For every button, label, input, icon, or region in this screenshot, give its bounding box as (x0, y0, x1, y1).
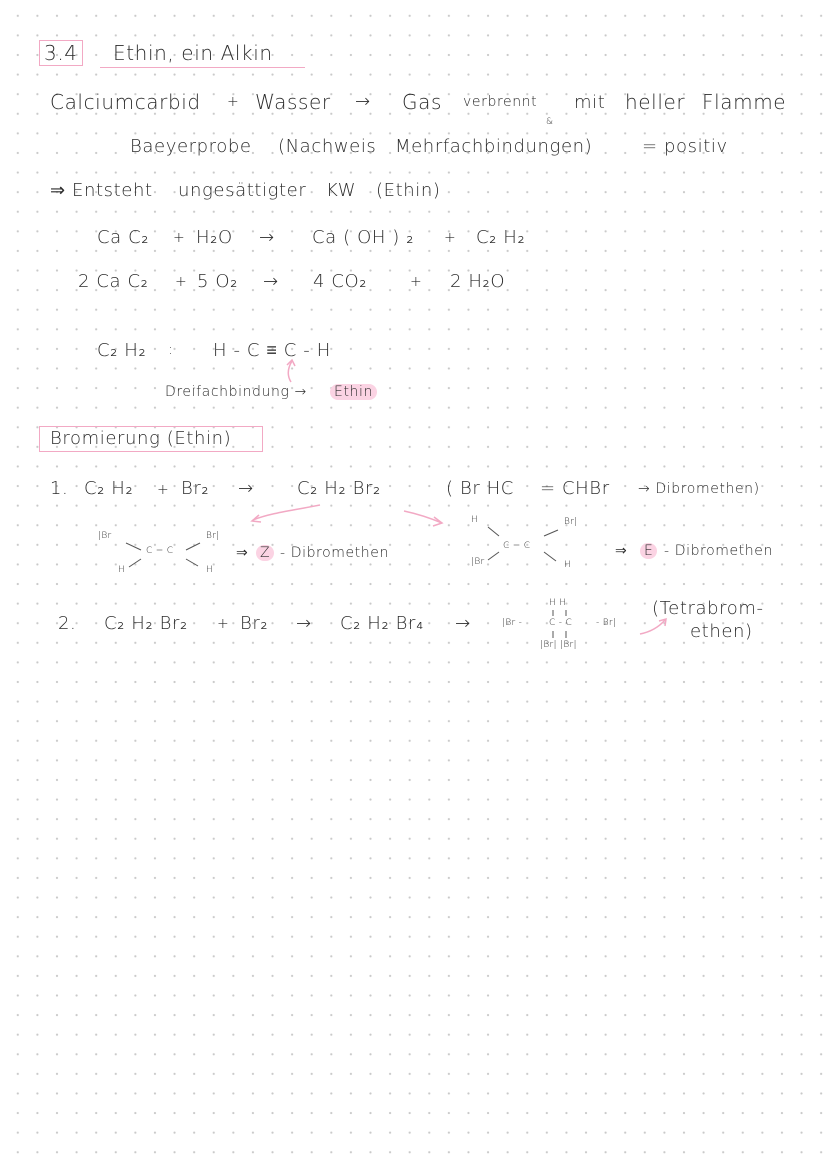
r1-b: Br₂ (181, 478, 210, 499)
triple-bond-pointer-arrow (288, 361, 292, 382)
heading-title: Ethin, ein Alkin (113, 41, 273, 65)
r2-s-h-top: H H (549, 598, 567, 608)
eq2-lhs2: 5 O₂ (197, 271, 238, 292)
r2-a: C₂ H₂ Br₂ (104, 613, 188, 634)
text-plus: + (227, 94, 240, 110)
r2-s-chain-left: |Br - (502, 618, 523, 628)
z-arrow: ⇒ (236, 545, 249, 561)
struct-note: Dreifachbindung → (165, 384, 307, 400)
struct-name-ethin: Ethin (330, 384, 377, 400)
text-verbrennt: verbrennt (463, 94, 538, 110)
e-h-bottom: H (564, 560, 572, 570)
text-flamme: Flamme (702, 90, 787, 114)
eq2-arrow: → (263, 271, 279, 292)
r2-b: Br₂ (240, 613, 269, 634)
r2-number: 2. (58, 613, 77, 634)
arrow: → (355, 91, 371, 112)
eq2-plus1: + (175, 274, 188, 290)
r2-s-br-bottom: |Br| |Br| (540, 640, 577, 650)
z-label: Z (256, 545, 274, 561)
r2-s-chain-right: - Br| (596, 618, 617, 628)
e-label: E (640, 543, 657, 559)
r1-arrow: → (238, 478, 254, 499)
text-baeyerprobe: Baeyerprobe (130, 136, 252, 157)
z-isomer-pointer-arrow (253, 505, 320, 520)
struct-colon: : (168, 342, 174, 358)
r2-arrow: → (296, 613, 312, 634)
struct-chain: H - C ≡ C - H (213, 340, 331, 361)
text-ethin-paren: (Ethin) (376, 180, 441, 201)
r1-plus: + (157, 482, 170, 498)
z-h-left: H (118, 565, 126, 575)
eq2-rhs1: 4 CO₂ (313, 271, 368, 292)
eq1-lhs2: H₂O (196, 227, 233, 248)
r1-c: C₂ H₂ Br₂ (297, 478, 381, 499)
text-kw: KW (326, 180, 357, 201)
eq2-plus2: + (410, 274, 423, 290)
r2-note2: ethen) (690, 621, 753, 642)
r1-f: → Dibromethen) (638, 481, 760, 497)
text-entsteht: ⇒ Entsteht (50, 180, 153, 201)
text-positiv: = positiv (642, 136, 728, 157)
r1-e: = CHBr (540, 478, 610, 499)
eq2-rhs2: 2 H₂O (450, 271, 506, 292)
heading-underline (100, 67, 305, 68)
text-wasser: Wasser (255, 90, 331, 114)
r2-c: C₂ H₂ Br₄ (340, 613, 424, 634)
r2-plus: + (217, 616, 230, 632)
text-calciumcarbid: Calciumcarbid (50, 90, 201, 114)
z-br-top-right: Br| (206, 531, 220, 541)
z-h-right: H (206, 565, 214, 575)
eq1-lhs1: Ca C₂ (97, 227, 150, 248)
eq1-rhs2: C₂ H₂ (476, 227, 526, 248)
eq1-plus1: + (173, 230, 186, 246)
text-ampersand: & (546, 117, 554, 127)
tetrabrom-pointer-arrowhead (659, 619, 666, 626)
text-mehrfachbindungen: Mehrfachbindungen) (395, 136, 593, 157)
z-name: - Dibromethen (280, 545, 389, 561)
e-isomer-pointer-arrow (404, 511, 442, 523)
e-name: - Dibromethen (664, 543, 773, 559)
r1-a: C₂ H₂ (84, 478, 134, 499)
text-gas: Gas (402, 90, 442, 114)
e-cc: C = C (503, 541, 531, 551)
eq1-rhs1: Ca ( OH ) ₂ (312, 227, 415, 248)
text-ungesaettigter: ungesättigter (178, 180, 307, 201)
eq2-lhs1: 2 Ca C₂ (78, 271, 149, 292)
r2-arrow2: → (455, 613, 471, 634)
z-isomer-pointer-arrowhead (252, 515, 261, 522)
e-br-top-right: Br| (564, 517, 578, 527)
e-isomer-pointer-arrowhead (433, 517, 442, 526)
z-br-top-left: |Br (98, 531, 112, 541)
e-arrow: ⇒ (615, 543, 628, 559)
r1-d: ( Br HC (446, 478, 514, 499)
heading-number: 3.4 (44, 41, 78, 65)
r2-s-chain-mid: C - C (549, 618, 573, 628)
r1-number: 1. (50, 478, 69, 499)
eq1-arrow: → (259, 227, 275, 248)
tetrabrom-pointer-arrow (640, 620, 665, 634)
e-h-top: H (471, 515, 479, 525)
eq1-plus2: + (444, 230, 457, 246)
text-mit: mit (574, 92, 606, 113)
text-nachweis: (Nachweis (278, 136, 377, 157)
text-heller: heller (625, 90, 686, 114)
z-cc: C = C (146, 546, 174, 556)
section-bromierung-title: Bromierung (Ethin) (50, 428, 232, 449)
e-br-bottom-left: |Br (471, 557, 485, 567)
r2-note1: (Tetrabrom- (652, 598, 764, 619)
struct-formula: C₂ H₂ (97, 340, 147, 361)
